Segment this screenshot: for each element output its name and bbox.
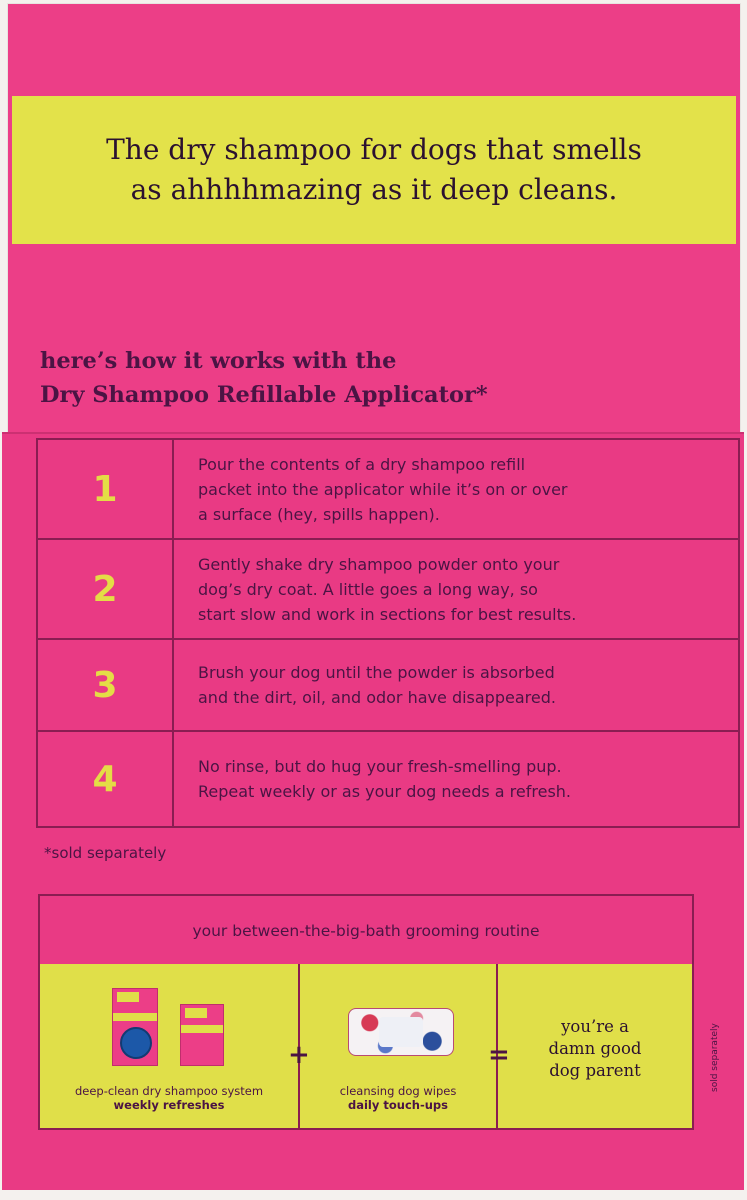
- step-row: [37, 731, 739, 827]
- step-line: a surface (hey, spills happen).: [198, 504, 440, 524]
- caption-text: deep-clean dry shampoo system: [74, 1084, 264, 1098]
- routine-item-caption: [40, 1084, 298, 1112]
- tagline-text: [106, 130, 642, 210]
- routine-item-wipes: [300, 964, 498, 1128]
- step-description: [173, 539, 739, 639]
- caption-subtext: weekly refreshes: [113, 1098, 225, 1112]
- step-number: 3: [37, 639, 173, 731]
- step-row: [37, 439, 739, 539]
- sold-separately-footnote: *sold separately: [44, 844, 167, 862]
- step-line: and the dirt, oil, and odor have disappeared.: [198, 688, 556, 707]
- result-line: damn good: [548, 1039, 642, 1058]
- tagline-line-1: The dry shampoo for dogs that smells: [106, 133, 642, 166]
- step-line: packet into the applicator while it’s on or over: [198, 479, 568, 499]
- step-number: 1: [37, 439, 173, 539]
- step-line: Gently shake dry shampoo powder onto your: [198, 554, 560, 574]
- routine-title: your between-the-big-bath grooming routine: [192, 922, 540, 940]
- caption-text: cleansing dog wipes: [339, 1084, 457, 1098]
- step-line: start slow and work in sections for best results.: [198, 604, 577, 624]
- routine-item-dry-shampoo: [40, 964, 300, 1128]
- step-line: Repeat weekly or as your dog needs a refresh.: [198, 782, 572, 801]
- grooming-routine-panel: [38, 894, 694, 1130]
- result-line: dog parent: [549, 1061, 641, 1080]
- step-description: [173, 731, 739, 827]
- step-number: 2: [37, 539, 173, 639]
- step-number: 4: [37, 731, 173, 827]
- dry-shampoo-box-image: [112, 988, 158, 1066]
- applicator-ball-image: [120, 1027, 152, 1059]
- caption-subtext: daily touch-ups: [347, 1098, 448, 1112]
- tagline-banner: [12, 96, 736, 244]
- step-description: [173, 439, 739, 539]
- step-description: [173, 639, 739, 731]
- routine-result: [498, 964, 692, 1128]
- heading-line-2: Dry Shampoo Refillable Applicator*: [40, 382, 488, 408]
- routine-item-caption: [300, 1084, 496, 1112]
- step-row: [37, 539, 739, 639]
- heading-line-1: here’s how it works with the: [40, 348, 397, 374]
- steps-table: [36, 438, 740, 828]
- equals-sign: =: [488, 1040, 510, 1070]
- step-line: No rinse, but do hug your fresh-smelling pup.: [198, 757, 562, 776]
- result-text: [498, 1016, 692, 1082]
- refill-packet-image: [180, 1004, 224, 1066]
- how-it-works-heading: [40, 344, 720, 412]
- plus-sign: +: [288, 1040, 310, 1070]
- tagline-line-2: as ahhhhmazing as it deep cleans.: [130, 173, 618, 206]
- routine-row: [40, 964, 692, 1128]
- step-line: Pour the contents of a dry shampoo refill: [198, 454, 526, 474]
- side-sold-separately-note: sold separately: [710, 1023, 720, 1092]
- wipes-pack-image: [348, 1008, 454, 1056]
- result-line: you’re a: [561, 1017, 629, 1036]
- step-line: Brush your dog until the powder is absorbed: [198, 663, 555, 682]
- step-line: dog’s dry coat. A little goes a long way, so: [198, 579, 538, 599]
- step-row: [37, 639, 739, 731]
